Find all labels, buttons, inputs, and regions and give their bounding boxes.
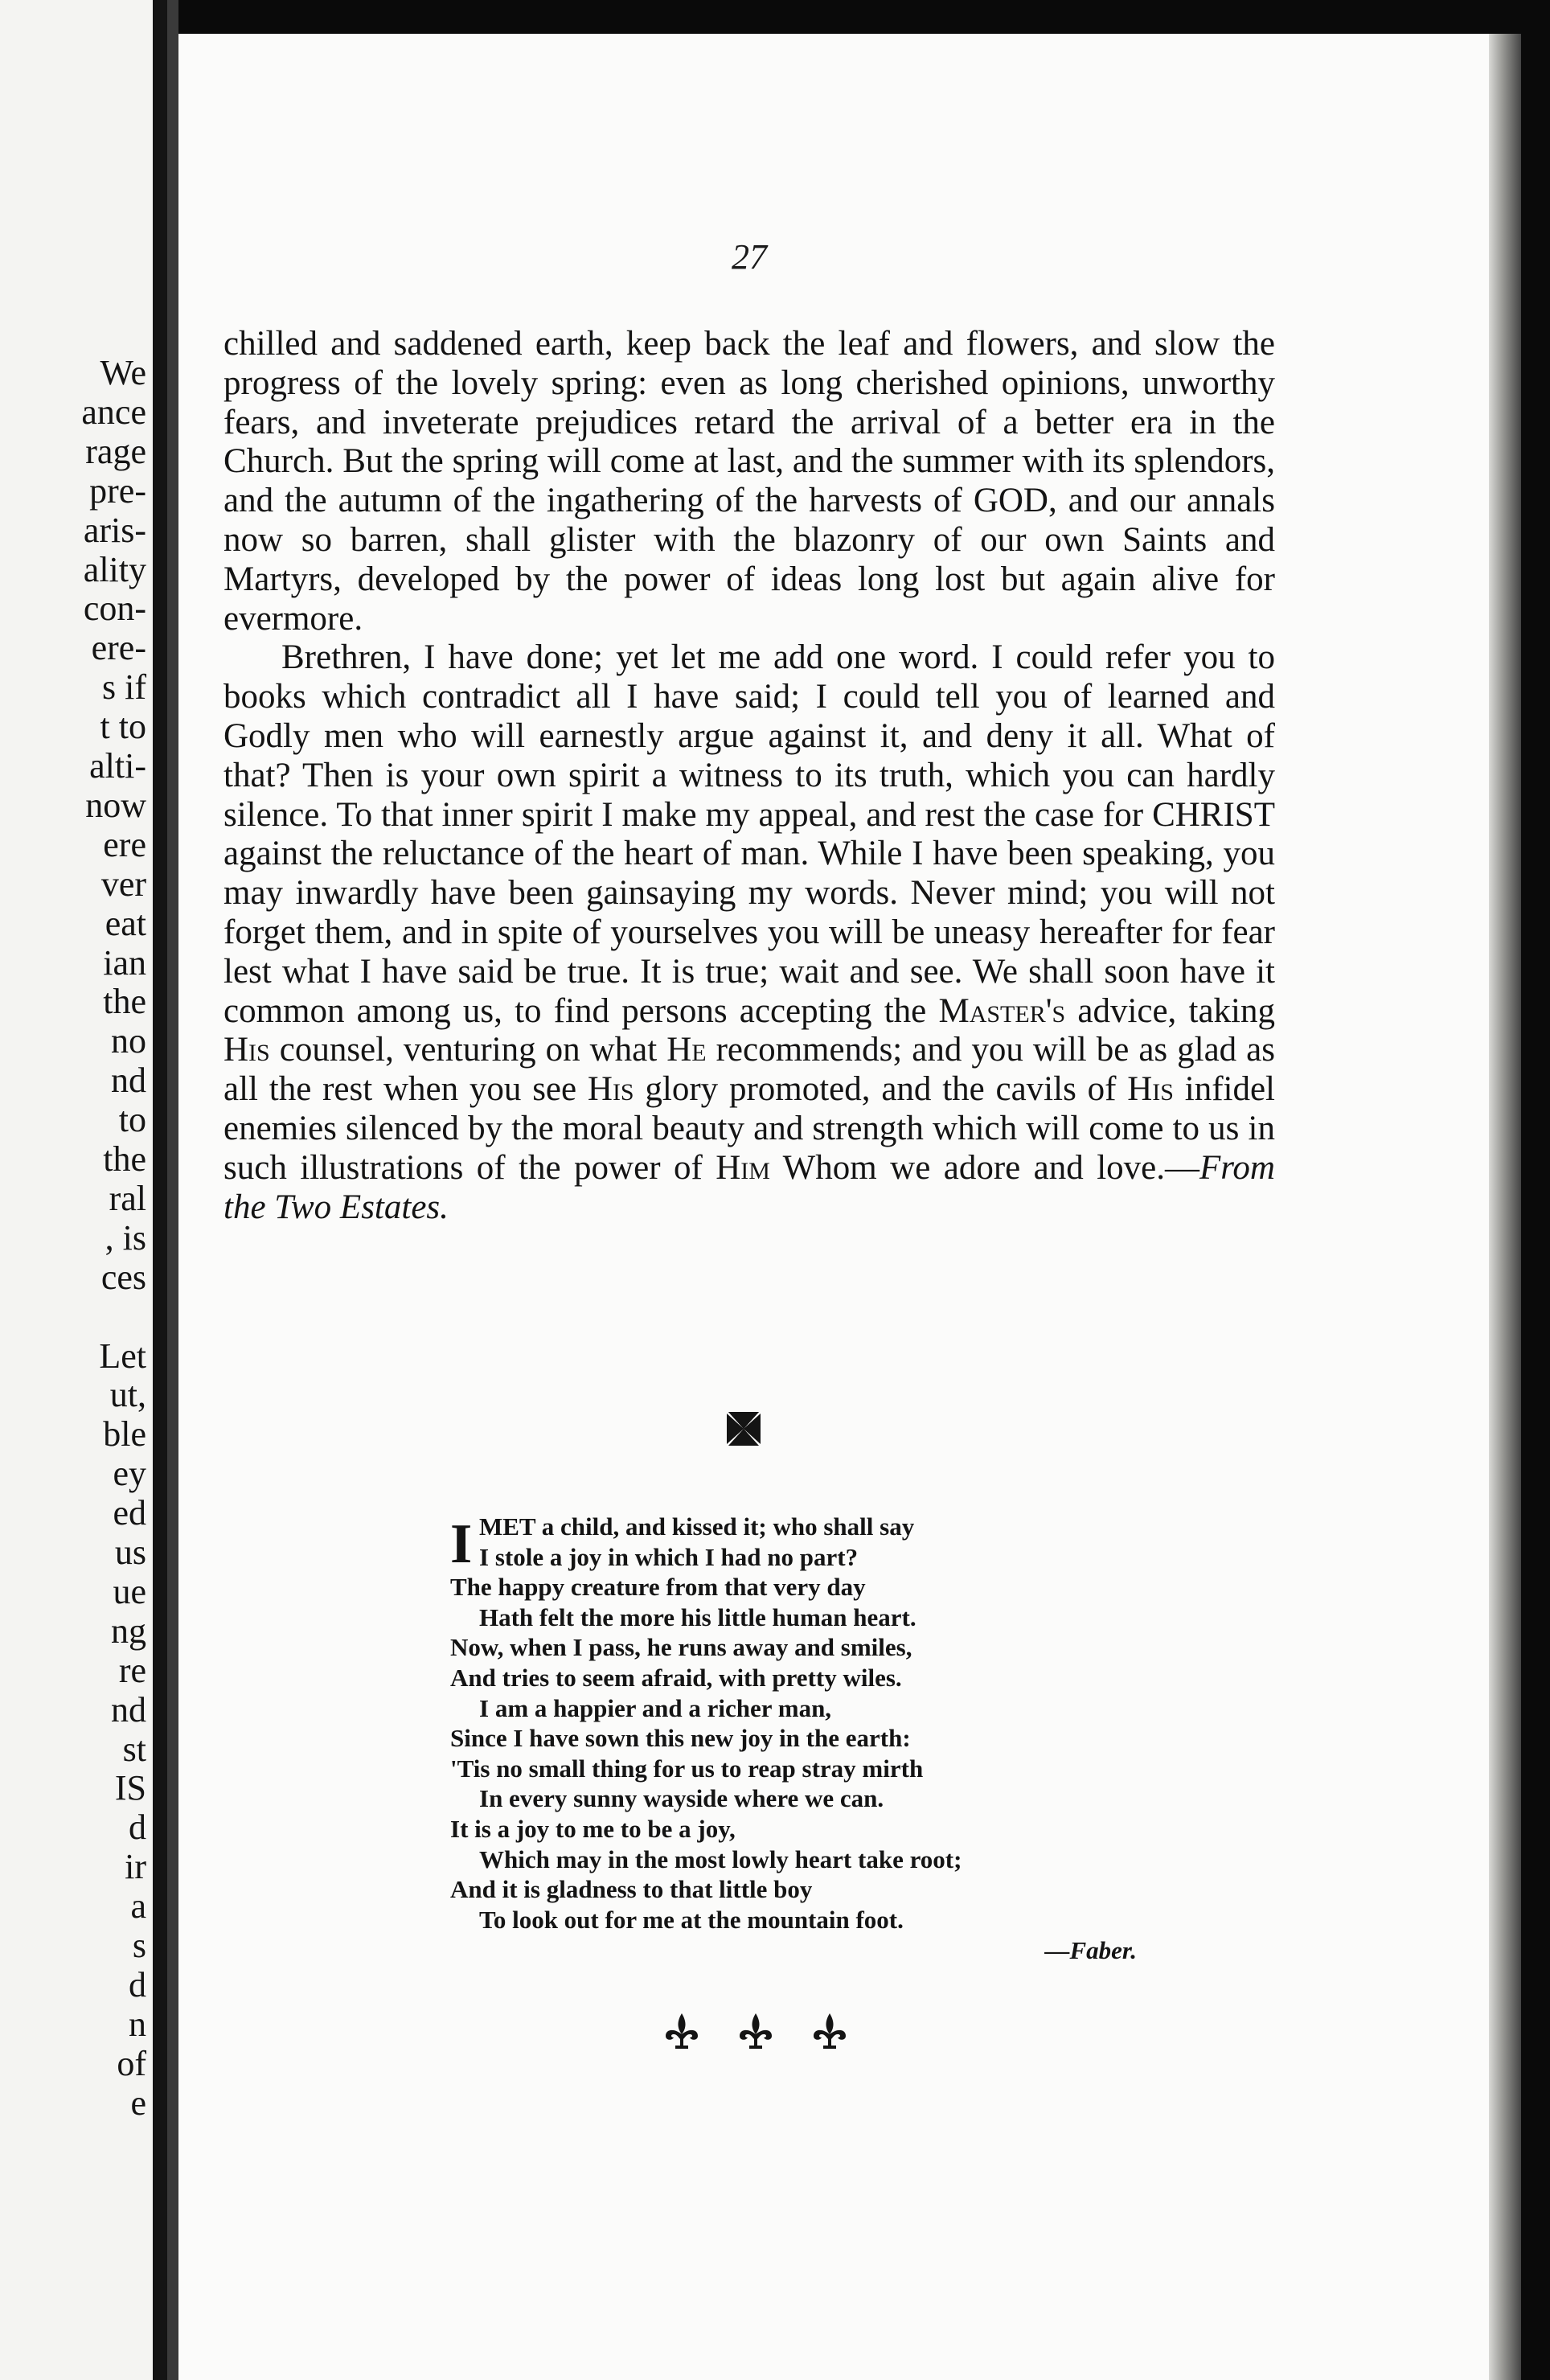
facing-page-fragment: the <box>103 1139 146 1179</box>
fleur-de-lis-icon <box>733 2010 778 2055</box>
facing-page-fragment: now <box>85 785 146 825</box>
facing-page-fragment: pre- <box>89 470 146 511</box>
poem-line: Hath felt the more his little human heart. <box>479 1602 916 1631</box>
facing-page-fragment: aris- <box>83 510 146 550</box>
him-smallcaps: Him <box>716 1148 770 1187</box>
paragraph-2-text: Brethren, I have done; yet let me add one word. I could refer you to books which contradict all I have said; I could tell you of learned and Godly men who will earnestly argue against it, and deny it all. What of that? Then is your own spirit a witness to its truth, which you can hardly silence. To that inner spirit I make my appeal, and rest the case for CHRIST against the reluctance of the heart of man. While I have been speaking, you may inwardly have been gainsaying my words. Never mind; you will not forget them, and in spite of yourselves you will be uneasy hereafter for fear lest what I have said be true. It is true; wait and see. We shall soon have it common among us, to find persons accepting the <box>223 638 1275 1030</box>
facing-page-fragment: con- <box>83 589 146 629</box>
fleuron-divider <box>659 2010 852 2058</box>
paragraph-2-text: advice, taking <box>1065 991 1275 1030</box>
poem-line: To look out for me at the mountain foot. <box>479 1905 904 1934</box>
facing-page-fragment: the <box>103 982 146 1022</box>
facing-page-fragment: d <box>129 1808 146 1848</box>
poem-line: 'Tis no small thing for us to reap stray mirth <box>450 1754 924 1783</box>
poem-line: Now, when I pass, he runs away and smiles, <box>450 1633 912 1662</box>
facing-page-fragment: ir <box>125 1847 146 1887</box>
poem-line: And tries to seem afraid, with pretty wiles. <box>450 1663 902 1692</box>
facing-page-fragment: s <box>132 1926 146 1965</box>
facing-page-fragment: us <box>114 1533 146 1572</box>
poem-line: It is a joy to me to be a joy, <box>450 1814 736 1843</box>
facing-page-fragment: s if <box>102 667 146 708</box>
facing-page-fragment: ue <box>113 1571 146 1611</box>
poem-line: And it is gladness to that little boy <box>450 1875 813 1904</box>
facing-page-fragment: n <box>129 2004 146 2044</box>
facing-page-fragment: e <box>130 2082 146 2123</box>
paragraph-2-text: glory promoted, and the cavils of <box>634 1070 1128 1109</box>
facing-page-fragment: alti- <box>89 746 146 786</box>
facing-page-fragment: ces <box>100 1257 146 1297</box>
fleur-de-lis-icon <box>659 2010 704 2055</box>
his-smallcaps: His <box>223 1031 270 1069</box>
poem-attribution: —Faber. <box>1044 1936 1137 1964</box>
facing-page-fragment: to <box>118 1100 146 1140</box>
facing-page-fragment: of <box>117 2043 146 2083</box>
facing-page-fragment: Let <box>99 1336 146 1376</box>
paragraph-2-text: Whom we adore and love.— <box>769 1148 1200 1187</box>
paragraph-2-text: recommends; and you will be as glad as all the rest when you see <box>223 1031 1275 1109</box>
binding-shadow <box>153 0 167 2380</box>
facing-page-fragment: nd <box>111 1061 146 1101</box>
masters-smallcaps: Master's <box>938 991 1066 1030</box>
page-number: 27 <box>732 237 767 277</box>
facing-page-fragment: ral <box>109 1178 146 1218</box>
facing-page-fragment: nd <box>111 1689 146 1730</box>
facing-page-fragment: ality <box>83 549 146 589</box>
poem-line: I stole a joy in which I had no part? <box>479 1542 859 1571</box>
facing-page-fragment: st <box>122 1729 146 1769</box>
poem-dropcap: I <box>450 1513 473 1575</box>
facing-page-fragment: ere- <box>91 628 146 668</box>
facing-page-fragment: ver <box>100 864 146 904</box>
fleur-de-lis-icon <box>807 2010 852 2055</box>
paragraph-2-text: counsel, venturing on what <box>269 1031 667 1069</box>
page-edge-shadow <box>1489 34 1521 2380</box>
facing-page-fragment: ut, <box>109 1375 146 1415</box>
facing-page-fragment: a <box>130 1886 146 1927</box>
his-smallcaps: His <box>1127 1070 1174 1109</box>
facing-page-fragment: ere <box>103 824 146 864</box>
facing-page-fragment: IS <box>114 1768 146 1808</box>
facing-page-fragment: ble <box>103 1414 146 1455</box>
facing-page-fragment: ian <box>103 942 146 983</box>
facing-page-fragment: t to <box>100 707 146 747</box>
poem-line: In every sunny wayside where we can. <box>479 1784 884 1813</box>
poem-line: I am a happier and a richer man, <box>479 1693 832 1722</box>
facing-page-fragment: rage <box>85 431 146 471</box>
poem-line: Which may in the most lowly heart take root; <box>479 1844 962 1873</box>
prose-body <box>223 325 1275 1227</box>
facing-page-fragment: eat <box>105 903 146 943</box>
paragraph-1: chilled and saddened earth, keep back the leaf and flowers, and slow the progress of the lovely spring: even as long cherished opinions, unworthy fears, and inveterate prejudices retard the arrival of a better era in the Church. But the spring will come at last, and the summer with its splendors, and the autumn of the ingathering of the harvests of GOD, and our annals now so barren, shall glister with the blazonry of our own Saints and Martyrs, developed by the power of ideas long lost but again alive for evermore. <box>223 325 1275 638</box>
scan-top-border <box>178 0 1550 34</box>
source-citation: From the Two Estates. <box>223 1148 1275 1226</box>
facing-page-sliver <box>0 0 158 2380</box>
facing-page-fragment: d <box>129 1964 146 2005</box>
paragraph-2 <box>223 638 1275 1227</box>
facing-page-fragment: ey <box>113 1454 146 1494</box>
facing-page-fragment: no <box>111 1021 146 1061</box>
facing-page-fragment: , is <box>105 1217 146 1258</box>
facing-page-fragment: ng <box>111 1611 146 1651</box>
poem-line: Since I have sown this new joy in the earth: <box>450 1724 911 1753</box>
facing-page-fragment: ance <box>81 392 146 432</box>
maltese-cross-icon <box>724 1409 764 1449</box>
he-smallcaps: He <box>666 1031 707 1069</box>
facing-page-fragment: re <box>118 1650 146 1690</box>
poem-line: The happy creature from that very day <box>450 1573 866 1602</box>
facing-page-fragment: ed <box>113 1493 146 1533</box>
paragraph-2-text: infidel enemies silenced by the moral beauty and strength which will come to us in such illustrations of the power of <box>223 1070 1275 1187</box>
poem <box>450 1512 1142 1935</box>
binding-gutter <box>167 0 178 2380</box>
his-smallcaps: His <box>587 1070 634 1109</box>
facing-page-fragment: We <box>100 353 146 392</box>
poem-line: MET a child, and kissed it; who shall say <box>479 1512 915 1541</box>
